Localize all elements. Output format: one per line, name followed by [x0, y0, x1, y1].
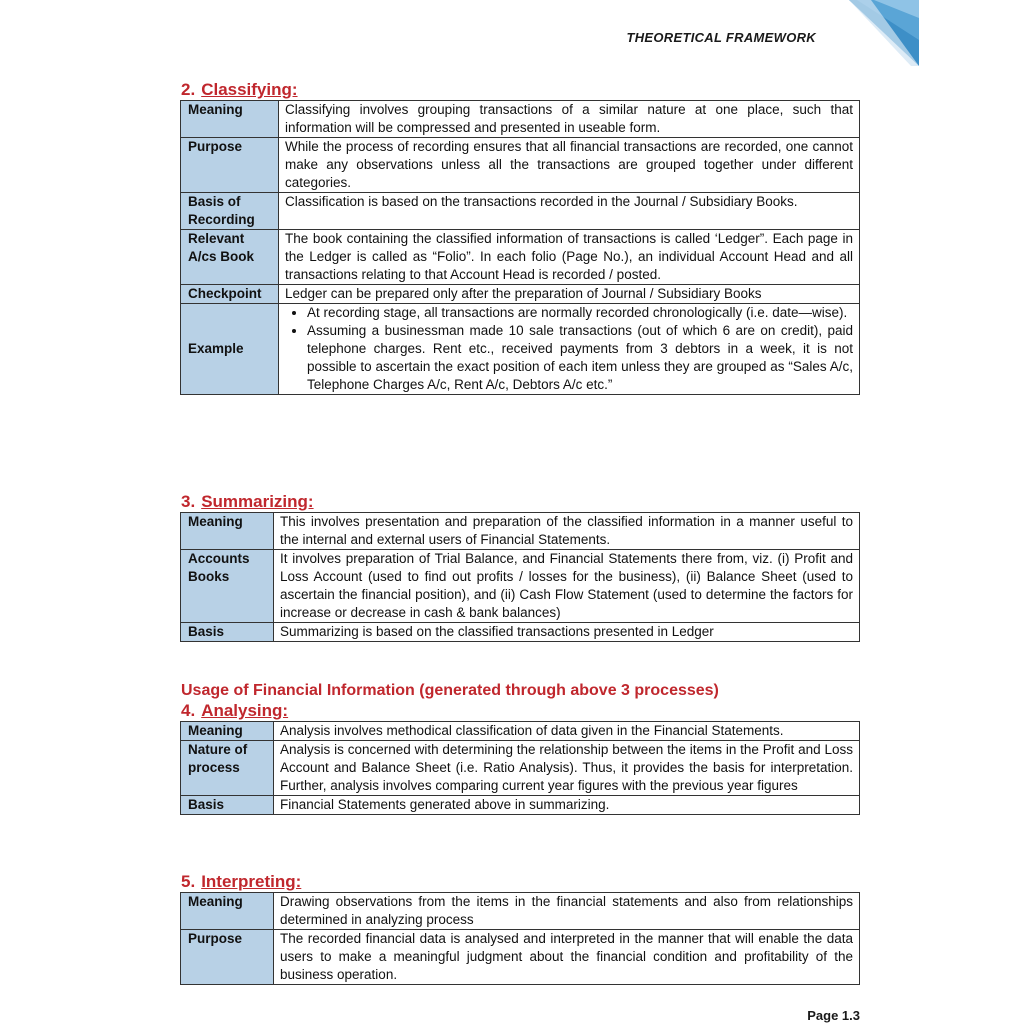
row-text: It involves preparation of Trial Balance, and Financial Statements there from, viz. (i) Profit and Loss Account (used to find out profits / losses for the business), (ii) Balance Sheet (used to ascertain the financial position), and (ii) Cash Flow Statement (used to determine the factors for increase or decrease in cash & bank balances): [274, 550, 860, 623]
table-row: [181, 741, 860, 796]
list-item: • At recording stage, all transactions are normally recorded chronologically (i.e. date—wise).: [307, 304, 853, 322]
row-label: Basis: [181, 623, 274, 642]
row-text: [279, 304, 860, 395]
row-label: Purpose: [181, 930, 274, 985]
row-label-line: A/cs Book: [188, 249, 255, 264]
row-text: Financial Statements generated above in summarizing.: [274, 796, 860, 815]
section-title-interpreting: [181, 872, 301, 892]
table-row: [181, 893, 860, 930]
row-label-line: Basis of: [188, 194, 241, 209]
row-label: Meaning: [181, 513, 274, 550]
header-title: THEORETICAL FRAMEWORK: [626, 30, 816, 45]
interpreting-table: [180, 892, 860, 985]
row-label: Example: [181, 304, 279, 395]
table-row: [181, 230, 860, 285]
row-label-line: Nature of: [188, 742, 248, 757]
section-number: 4.: [181, 701, 196, 720]
row-text: While the process of recording ensures that all financial transactions are recorded, one cannot make any observations unless all the transactions are grouped together under different categories.: [279, 138, 860, 193]
section-title-summarizing: [181, 492, 314, 512]
summarizing-table: [180, 512, 860, 642]
row-label: Meaning: [181, 722, 274, 741]
table-row: [181, 193, 860, 230]
table-row: [181, 138, 860, 193]
analysing-table: [180, 721, 860, 815]
row-label: [181, 741, 274, 796]
row-label: [181, 193, 279, 230]
row-label: Checkpoint: [181, 285, 279, 304]
section-title-text: Summarizing:: [201, 492, 314, 511]
usage-heading: Usage of Financial Information (generated through above 3 processes): [181, 682, 719, 699]
section-title-text: Analysing:: [201, 701, 289, 720]
row-label: [181, 230, 279, 285]
row-label-line: Relevant: [188, 231, 245, 246]
table-row: [181, 930, 860, 985]
row-text: Summarizing is based on the classified transactions presented in Ledger: [274, 623, 860, 642]
section-title-text: Classifying:: [201, 80, 298, 99]
table-row: [181, 550, 860, 623]
row-label-line: Recording: [188, 212, 255, 227]
row-text: This involves presentation and preparation of the classified information in a manner useful to the internal and external users of Financial Statements.: [274, 513, 860, 550]
row-label: Basis: [181, 796, 274, 815]
row-label-line: Books: [188, 569, 230, 584]
section-number: 5.: [181, 872, 196, 891]
table-row: [181, 101, 860, 138]
row-text: Analysis is concerned with determining the relationship between the items in the Profit and Loss Account and Balance Sheet (i.e. Ratio Analysis). Thus, it provides the basis for interpretation. Further, analysis involves comparing current year figures with the previous year figures: [274, 741, 860, 796]
section-number: 2.: [181, 80, 196, 99]
table-row: [181, 623, 860, 642]
row-label: [181, 550, 274, 623]
classifying-table: [180, 100, 860, 395]
section-title-analysing: [181, 701, 288, 721]
section-title-classifying: [181, 80, 298, 100]
table-row: [181, 304, 860, 395]
list-item: • Assuming a businessman made 10 sale transactions (out of which 6 are on credit), paid telephone charges. Rent etc., received payments from 3 debtors in a week, it is not possible to ascertain the exact position of each item unless they are grouped as “Sales A/c, Telephone Charges A/c, Rent A/c, Debtors A/c etc.”: [307, 322, 853, 394]
table-row: [181, 285, 860, 304]
row-label-line: Accounts: [188, 551, 250, 566]
row-label: Meaning: [181, 101, 279, 138]
row-text: Classifying involves grouping transactions of a similar nature at one place, such that information will be compressed and presented in useable form.: [279, 101, 860, 138]
row-label: Purpose: [181, 138, 279, 193]
corner-decoration: [849, 0, 919, 66]
table-row: [181, 513, 860, 550]
row-text: Drawing observations from the items in the financial statements and also from relationships determined in analyzing process: [274, 893, 860, 930]
row-text: Classification is based on the transactions recorded in the Journal / Subsidiary Books.: [279, 193, 860, 230]
row-text: The book containing the classified information of transactions is called ‘Ledger”. Each page in the Ledger is called as “Folio”. In each folio (Page No.), an individual Account Head and all transactions relating to that Account Head is recorded / posted.: [279, 230, 860, 285]
row-text: Analysis involves methodical classification of data given in the Financial Statements.: [274, 722, 860, 741]
row-text: Ledger can be prepared only after the preparation of Journal / Subsidiary Books: [279, 285, 860, 304]
row-label-line: process: [188, 760, 240, 775]
table-row: [181, 796, 860, 815]
section-title-text: Interpreting:: [201, 872, 302, 891]
row-label: Meaning: [181, 893, 274, 930]
example-list: [285, 304, 853, 394]
row-text: The recorded financial data is analysed and interpreted in the manner that will enable the data users to make a meaningful judgment about the financial condition and profitability of the business operation.: [274, 930, 860, 985]
page-number: Page 1.3: [807, 1008, 860, 1023]
table-row: [181, 722, 860, 741]
section-number: 3.: [181, 492, 196, 511]
